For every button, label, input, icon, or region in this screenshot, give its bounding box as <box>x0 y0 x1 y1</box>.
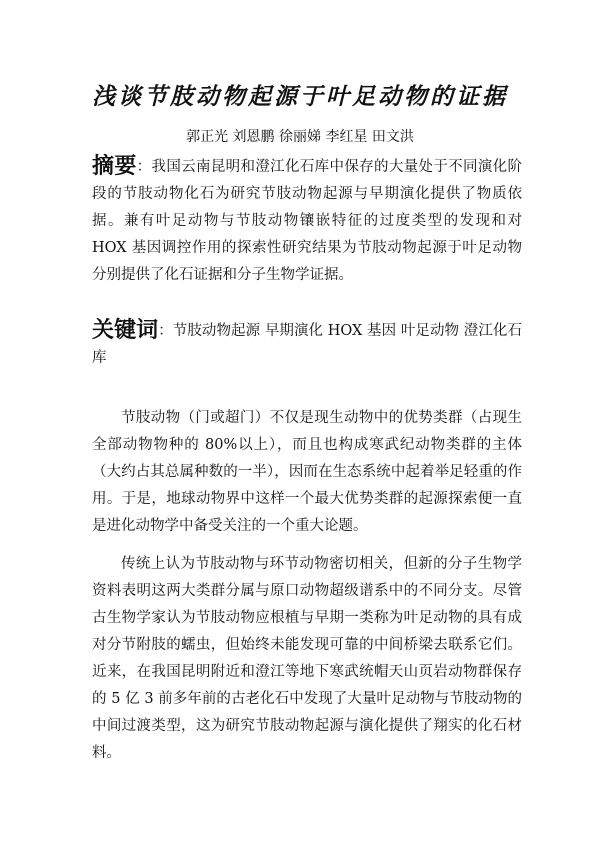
keywords-separator: ： <box>158 323 173 339</box>
body-paragraph-1: 节肢动物（门或超门）不仅是现生动物中的优势类群（占现生全部动物物种的 80%以上），而且也构成寒武纪动物类群的主体（大约占其总属种数的一半），因而在生态系统中起着举足轻重的作用。于是，地球动物界中这样一个最大优势类群的起源探索便一直是进化动物学中备受关注的一个重大论题。 <box>92 410 522 534</box>
abstract-section <box>92 153 522 289</box>
abstract-separator: ： <box>136 159 152 175</box>
keywords-text: 节肢动物起源 早期演化 HOX 基因 叶足动物 澄江化石库 <box>92 323 522 366</box>
abstract-text: 我国云南昆明和澄江化石库中保存的大量处于不同演化阶段的节肢动物化石为研究节肢动物起源与早期演化提供了物质依据。兼有叶足动物与节肢动物镶嵌特征的过度类型的发现和对 HOX 基因调控作用的探索性研究结果为节肢动物起源于叶足动物分别提供了化石证据和分子生物学证据。 <box>92 159 522 283</box>
author-list: 郭正光 刘恩鹏 徐丽娣 李红星 田文洪 <box>186 129 414 145</box>
body-text <box>92 405 522 778</box>
abstract-label: 摘要 <box>92 154 137 179</box>
keywords-label: 关键词 <box>92 318 159 343</box>
keywords-section <box>92 317 522 372</box>
body-paragraph-2: 传统上认为节肢动物与环节动物密切相关，但新的分子生物学资料表明这两大类群分属与原口动物超级谱系中的不同分支。尽管古生物学家认为节肢动物应根植与早期一类称为叶足动物的具有成对分节附肢的蠕虫，但始终未能发现可靠的中间桥梁去联系它们。近来，在我国昆明附近和澄江等地下寒武统帽天山页岩动物群保存的 5 亿 3 前多年前的古老化石中发现了大量叶足动物与节肢动物的中间过渡类型，这为研究节肢动物起源与演化提供了翔实的化石材料。 <box>92 556 522 761</box>
paper-title: 浅谈节肢动物起源于叶足动物的证据 <box>92 83 508 110</box>
